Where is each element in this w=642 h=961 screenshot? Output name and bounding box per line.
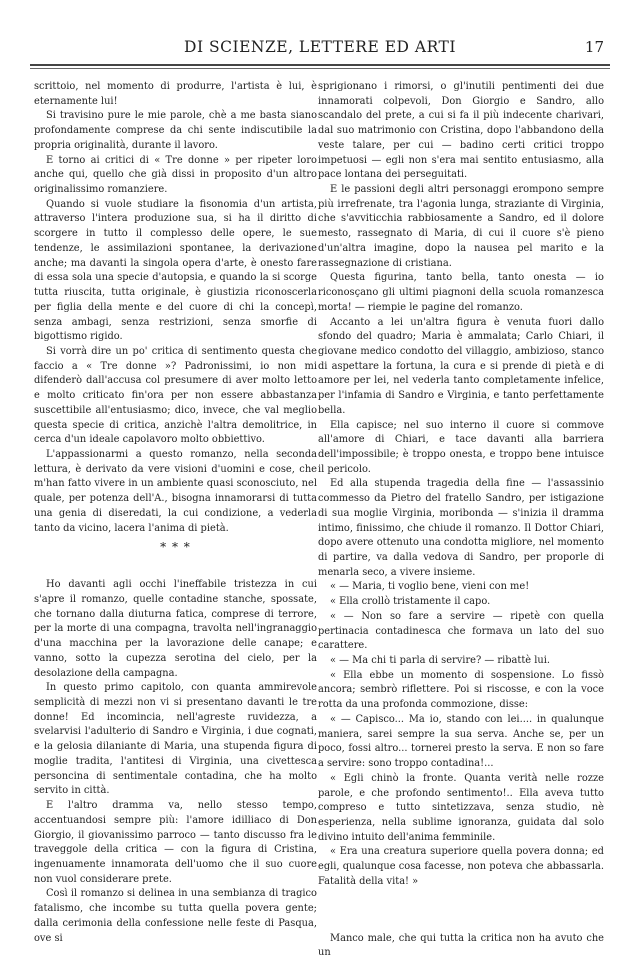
paragraph: In questo primo capitolo, con quanta ammirevole semplicità di mezzi non vi si presentano davanti le tre donne! Ed incomincia, nell'agreste ruvidezza, a svelarvisi l'adulterio di Sandro e Virginia, i due cognati, e la gelosia dilaniante di Maria, una stupenda figura di moglie tradita, l'antitesi di Virginia, una civettesca personcina di sentimentale contadina, che ha molto servito in città. xyxy=(34,682,317,797)
paragraph: Ella capisce; nel suo interno il cuore si commove all'amore di Chiari, e tace davanti alla barriera dell'impossibile; è troppo onesta, e troppo bene intuisce il pericolo. xyxy=(318,419,604,475)
paragraph: Questa figurina, tanto bella, tanto onesta — io riconosçano gli ultimi piagnoni della scuola romanzesca morta! — riempie le pagine del romanzo. xyxy=(318,272,604,313)
paragraph: Manco male, che qui tutta la critica non ha avuto che un xyxy=(318,932,604,959)
paragraph: Ed alla stupenda tragedia della fine — l'assassinio commesso da Pietro del fratello Sandro, per istigazione di sua moglie Virginia, moribonda — s'inizia il dramma intimo, finissimo, che chiude il romanzo. Il Dottor Chiari, dopo avere ottenuto una condotta migliore, nel momento di partire, va dalla vedova di Sandro, per proporle di menarla seco, a vivere insieme. xyxy=(318,478,604,578)
paragraph: Accanto a lei un'altra figura è venuta fuori dallo sfondo del quadro; Maria è ammalata; Carlo Chiari, il giovane medico condotto del villaggio, ambizioso, stanco di aspettare la fortuna, la cura e si prende di pietà e di amore per lei, nel vederla tanto completamente infelice, per l'infamia di Sandro e Virginia, e tanto perfettamente bella. xyxy=(318,316,604,416)
paragraph: E le passioni degli altri personaggi erompono sempre più irrefrenate, tra l'agonia lunga, straziante di Virginia, che s'avviticchia rabbiosamente a Sandro, ed il dolore mesto, rassegnato di Maria, di cui il cuore s'è pieno d'un'altra imagine, dopo la nausea pel marito e la rassegnazione di cristiana. xyxy=(318,184,604,269)
paragraph: « Egli chinò la fronte. Quanta verità nelle rozze parole, e che profondo sentimento!.. Ella aveva tutto compreso e tutto sintetizzava, senza studio, nè esperienza, nella sublime ignoranza, guidata dal solo divino intuito dell'anima femminile. xyxy=(318,772,604,843)
paragraph: Si travisino pure le mie parole, chè a me basta siano profondamente comprese da chi sente indiscutibile la propria originalità, durante il lavoro. xyxy=(34,110,317,151)
paragraph: « Era una creatura superiore quella povera donna; ed egli, qualunque cosa facesse, non poteva che abbassarla. Fatalità della vita! » xyxy=(318,846,604,887)
left-column xyxy=(34,80,317,946)
paragraph: E l'altro dramma va, nello stesso tempo, accentuandosi sempre più: l'amore idilliaco di Don Giorgio, il giovanissimo parroco — tanto discusso fra le traveggole della critica — con la figura di Cristina, ingenuamente innamorata dell'uomo che il suo cuore non vuol considerare prete. xyxy=(34,800,317,885)
paragraph: « Ella crollò tristamente il capo. xyxy=(330,596,491,608)
section-separator: * * * xyxy=(160,540,191,555)
page-number: 17 xyxy=(584,38,604,56)
paragraph: E torno ai critici di « Tre donne » per ripeter loro anche qui, quello che già dissi in proposito d'un altro originalissimo romanziere. xyxy=(34,154,317,196)
paragraph: Quando si vuole studiare la fisonomia d'un artista, attraverso l'intera produzione sua, si ha il diritto di scorgere in tutto il complesso delle opere, le sue tendenze, le assimilazioni spontanee, la derivazione anche; ma davanti la singola opera d'arte, è onesto fare di essa sola una specie d'autopsia, e quando la si scorge tutta riuscita, tutta originale, è giustizia riconoscerla per figlia della mente e del cuore di chi la concepì, senza ambagi, senza restrizioni, senza smorfie di bigottismo rigido. xyxy=(34,198,317,343)
section-separator xyxy=(318,890,604,932)
paragraph: Si vorrà dire un po' critica di sentimento questa che faccio a « Tre donne »? Padronissimi, io non mi difenderò dall'accusa col presumere di aver molto letto e molto criticato fin'ora per non essere abbastanza suscettibile all'entusiasmo; dico, invece, che val meglio questa specie di critica, anzichè l'altra demolitrice, in cerca d'un ideale capolavoro molto obbiettivo. xyxy=(34,345,317,446)
paragraph: Così il romanzo si delinea in una sembianza di tragico fatalismo, che incombe su tutta quella povera gente; dalla cerimonia della confessione nelle feste di Pasqua, ove si xyxy=(34,888,317,944)
right-column xyxy=(318,80,604,961)
paragraph: « Ella ebbe un momento di sospensione. Lo fissò ancora; sembrò riflettere. Poi si riscosse, e con la voce rotta da una profonda commozione, disse: xyxy=(318,669,604,711)
paragraph: « — Non so fare a servire — ripetè con quella pertinacia contadinesca che formava un lato del suo carattere. xyxy=(318,610,604,652)
page-header xyxy=(30,28,610,78)
paragraph: « — Maria, ti voglio bene, vieni con me! xyxy=(330,581,530,593)
paragraph: sprigionano i rimorsi, o gl'inutili pentimenti dei due innamorati colpevoli, Don Giorgio e Sandro, allo scandalo del prete, a cui si fa il più indecente charivari, dal suo matrimonio con Cristina, dopo l'abbandono della veste talare, per cui — badino certi critici troppo impetuosi — egli non s'era mai sentito entusiasmo, alla pace lontana dei perseguitati. xyxy=(318,81,604,181)
header-rule xyxy=(30,64,610,66)
paragraph: scrittoio, nel momento di produrre, l'artista è lui, è eternamente lui! xyxy=(34,81,317,107)
paragraph: L'appassionarmi a questo romanzo, nella seconda lettura, è derivato da vere visioni d'uomini e cose, che m'han fatto vivere in un ambiente quasi sconosciuto, nel quale, per potenza dell'A., bisogna innamorarsi di tutta una genia di diseredati, la cui condizione, a vederla tanto da vicino, lacera l'anima di pietà. xyxy=(34,448,317,534)
paragraph: Ho davanti agli occhi l'ineffabile tristezza in cui s'apre il romanzo, quelle contadine stanche, spossate, che tornano dalla diuturna fatica, comprese di terrore, per la morte di una compagna, travolta nell'ingranaggio d'una macchina per la lavorazione delle canape; e vanno, sotto la cupezza serotina del cielo, per la desolazione della campagna. xyxy=(34,579,317,679)
paragraph: « — Capisco... Ma io, stando con lei.... in qualunque maniera, sarei sempre la sua serva. Anche se, per un poco, fossi altro... tornerei presto la serva. E non so fare a servire: sono troppo contadina!... xyxy=(318,713,604,770)
running-title: DI SCIENZE, LETTERE ED ARTI xyxy=(184,38,456,56)
header-rule-thin xyxy=(30,68,610,69)
paragraph: « — Ma chi ti parla di servire? — ribattè lui. xyxy=(330,655,551,667)
